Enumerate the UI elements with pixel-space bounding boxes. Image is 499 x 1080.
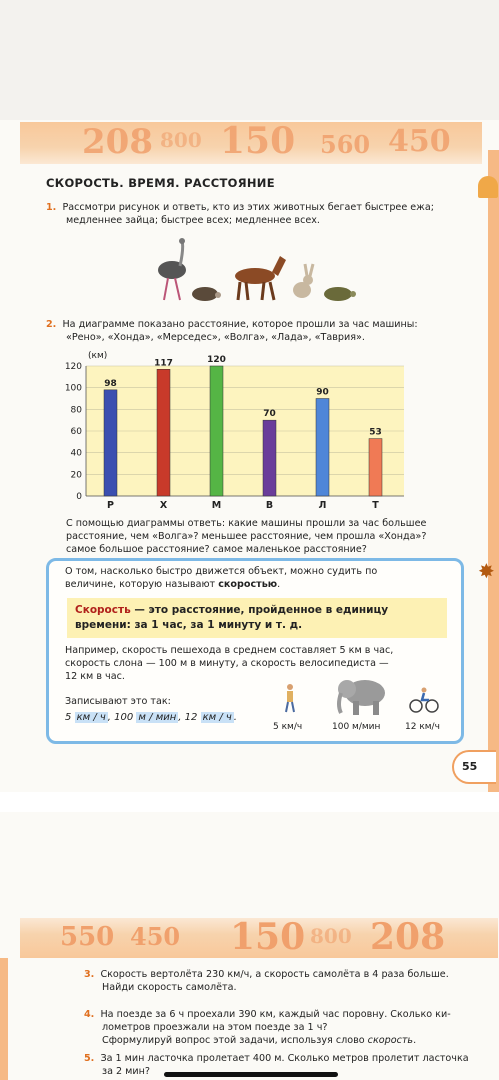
chart-question: [66, 517, 466, 556]
task-text: лометров проезжали на этом поезде за 1 ч?: [102, 1022, 328, 1033]
info-intro: [65, 565, 450, 591]
task-text: .: [413, 1035, 417, 1046]
task-text: Рассмотри рисунок и ответь, кто из этих животных бегает быстрее ежа;: [62, 202, 434, 213]
bar: [316, 399, 329, 497]
y-axis-unit: (км): [88, 351, 108, 361]
speed-notation: 5 км / ч , 100 м / мин , 12 км / ч .: [65, 712, 237, 723]
video-progress-bar[interactable]: [164, 1072, 338, 1077]
write-label: Записывают это так:: [65, 696, 171, 707]
page-side-strip: [488, 150, 499, 800]
task-2: [46, 318, 466, 344]
banner-number: 550: [60, 922, 115, 952]
speed-elephant: 100 м/мин: [332, 722, 381, 732]
task-text: «Рено», «Хонда», «Мерседес», «Волга», «Лада», «Таврия».: [66, 332, 365, 343]
y-tick-label: 60: [70, 427, 82, 437]
cyclist-icon: [409, 687, 439, 713]
banner-number: 208: [82, 122, 153, 162]
task-text: На диаграмме показано расстояние, которое прошли за час машины:: [62, 319, 418, 330]
page-top-margin: [0, 0, 499, 120]
definition-text: — это расстояние, пройденное в единицу: [130, 604, 389, 616]
task-4: [84, 1008, 496, 1047]
question-text: С помощью диаграммы ответь: какие машины прошли за час большее: [66, 518, 427, 529]
banner-number: 800: [160, 128, 202, 152]
data-label: 120: [207, 355, 226, 365]
definition-term: Скорость: [75, 604, 131, 616]
banner-number: 208: [370, 918, 446, 958]
data-label: 70: [263, 409, 276, 420]
banner-number: 150: [230, 918, 306, 958]
intro-text: .: [277, 579, 281, 590]
number-banner: [20, 122, 482, 164]
task-text: медленнее зайца; быстрее всех; медленнее всех.: [66, 215, 320, 226]
category-label: Л: [318, 500, 327, 511]
task-3: [84, 968, 496, 994]
y-tick-label: 120: [64, 362, 82, 372]
elephant-icon: [335, 673, 391, 717]
bar: [369, 439, 382, 496]
category-label: Р: [107, 500, 114, 511]
y-tick-label: 0: [76, 492, 82, 502]
task-text: На поезде за 6 ч проехали 390 км, каждый час поровну. Сколько ки-: [100, 1009, 451, 1020]
data-label: 117: [154, 358, 173, 369]
task-number: 4.: [84, 1009, 95, 1020]
bar: [104, 390, 117, 496]
speed-term: скоростью: [218, 579, 278, 590]
notation-number: 100: [114, 712, 134, 723]
notation-number: 12: [184, 712, 198, 723]
category-label: Т: [372, 500, 379, 511]
task-text: Найди скорость самолёта.: [102, 982, 237, 993]
data-label: 53: [369, 427, 382, 438]
example-text: скорость слона — 100 м в минуту, а скорость велосипедиста —: [65, 658, 389, 669]
hedgehog-icon: [192, 287, 221, 301]
intro-text: О том, насколько быстро движется объект, можно судить по: [65, 566, 378, 577]
data-label: 90: [316, 387, 329, 398]
number-banner: [20, 918, 498, 958]
turtle-icon: [324, 287, 356, 301]
bar: [157, 369, 170, 496]
task-text: За 1 мин ласточка пролетает 400 м. Сколько метров пролетит ласточка: [100, 1053, 469, 1064]
task-number: 1.: [46, 202, 57, 213]
speed-examples: [65, 644, 450, 683]
task-text: Сформулируй вопрос этой задачи, используя слово: [102, 1035, 368, 1046]
definition-box: [67, 598, 447, 638]
y-tick-label: 20: [70, 470, 82, 481]
hare-icon: [293, 264, 313, 298]
bell-icon: [478, 176, 498, 198]
banner-number: 150: [220, 122, 296, 162]
task-number: 5.: [84, 1053, 95, 1064]
bar: [263, 420, 276, 496]
banner-number: 560: [320, 130, 371, 159]
pedestrian-icon: [281, 683, 299, 713]
banner-number: 450: [130, 922, 181, 951]
task-text: за 2 мин?: [102, 1066, 151, 1077]
task-keyword: скорость: [367, 1035, 414, 1046]
notation-unit: м / мин: [138, 712, 177, 723]
question-text: самое большое расстояние? самое маленькое расстояние?: [66, 544, 367, 555]
animals-illustration: [150, 238, 360, 304]
page-separator: [0, 792, 499, 812]
speed-cyclist: 12 км/ч: [405, 722, 440, 732]
definition-text: времени: за 1 час, за 1 минуту и т. д.: [75, 619, 303, 631]
data-label: 98: [104, 378, 117, 389]
task-number: 3.: [84, 969, 95, 980]
distance-bar-chart: [58, 348, 418, 516]
question-text: расстояние, чем «Волга»? меньшее расстояние, чем прошла «Хонда»?: [66, 531, 427, 542]
horse-icon: [235, 256, 286, 300]
page-title: СКОРОСТЬ. ВРЕМЯ. РАССТОЯНИЕ: [46, 176, 275, 190]
bar: [210, 366, 223, 496]
example-text: 12 км в час.: [65, 671, 125, 682]
speed-info-box: [46, 558, 464, 744]
banner-number: 800: [310, 924, 352, 948]
y-tick-label: 80: [70, 405, 82, 416]
notation-unit: км / ч: [76, 712, 106, 723]
page-side-strip: [0, 958, 8, 1080]
task-1: [46, 201, 466, 227]
category-label: М: [211, 500, 222, 511]
page-number: 55: [452, 750, 496, 784]
task-number: 2.: [46, 319, 57, 330]
ostrich-icon: [158, 238, 186, 300]
y-tick-label: 40: [70, 448, 82, 459]
banner-number: 450: [388, 124, 451, 159]
notation-number: 5: [65, 712, 72, 723]
intro-text: величине, которую называют: [65, 579, 219, 590]
notation-unit: км / ч: [202, 712, 232, 723]
category-label: Х: [159, 500, 168, 511]
task-text: Скорость вертолёта 230 км/ч, а скорость самолёта в 4 раза больше.: [100, 969, 449, 980]
example-text: Например, скорость пешехода в среднем составляет 5 км в час,: [65, 645, 394, 656]
y-tick-label: 100: [64, 383, 82, 394]
star-icon: ✸: [478, 559, 495, 583]
speed-pedestrian: 5 км/ч: [273, 722, 303, 732]
category-label: В: [265, 500, 274, 511]
